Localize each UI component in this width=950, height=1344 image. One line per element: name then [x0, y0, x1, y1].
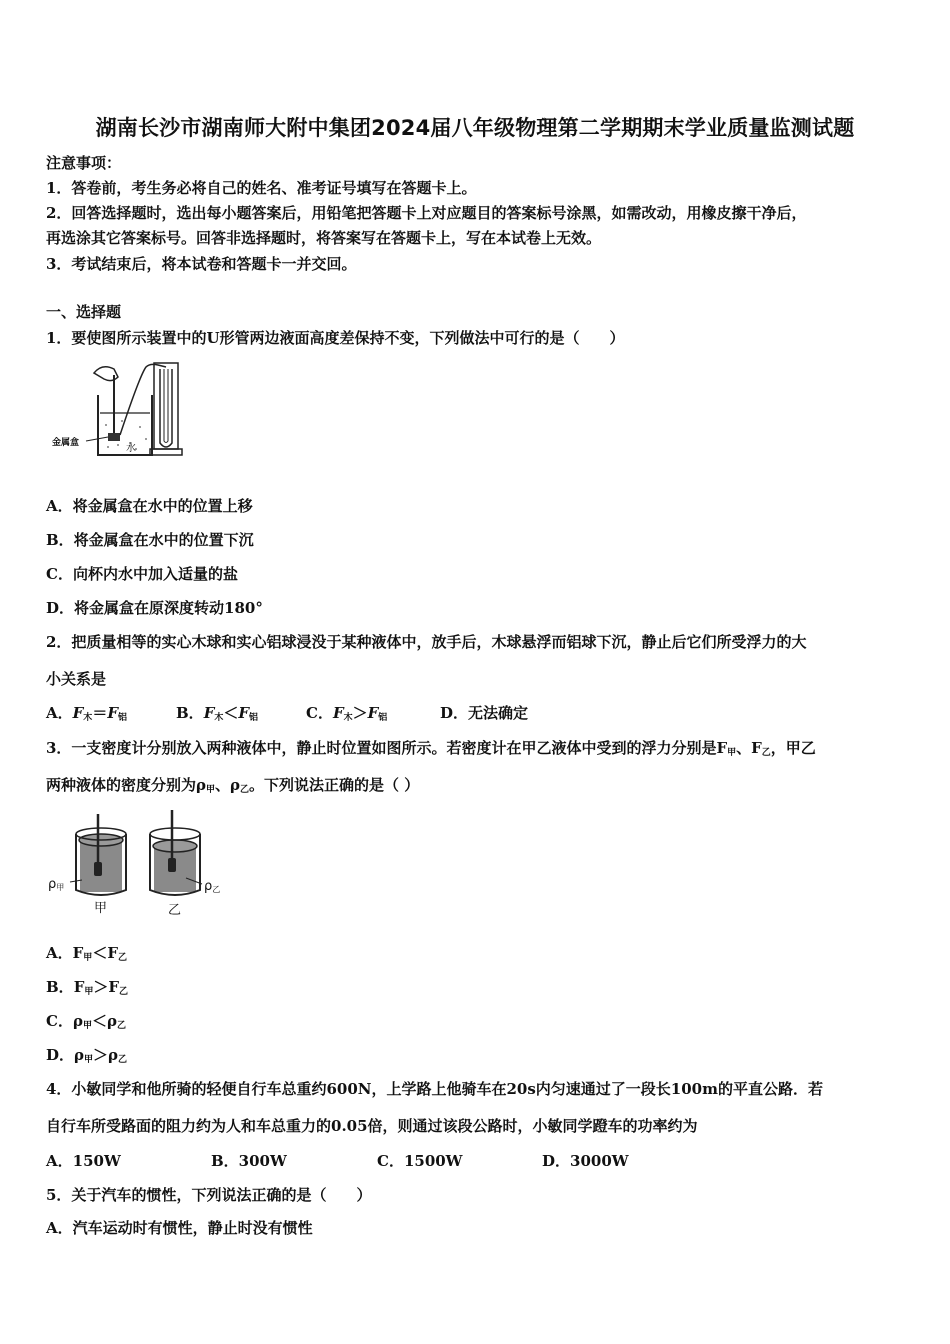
q2-stem-line2: 小关系是	[46, 670, 107, 688]
section-heading: 一、选择题	[46, 303, 122, 321]
notice-item-2-cont: 再选涂其它答案标号。回答非选择题时，将答案写在答题卡上，写在本试卷上无效。	[46, 229, 602, 247]
q3-option-a: A．$F_甲<F_乙$	[46, 944, 127, 963]
u-tube	[160, 369, 172, 447]
q3-stem-line2: 两种液体的密度分别为$\rho_甲$、$\rho_乙$。下列说法正确的是（ ）	[46, 776, 420, 795]
q3-option-d: D．$\rho_甲>\rho_乙$	[46, 1046, 128, 1065]
q2-option-d: D．无法确定	[440, 704, 529, 722]
notice-heading: 注意事项：	[46, 154, 122, 172]
q3-option-b: B．$F_甲>F_乙$	[46, 978, 129, 997]
q4-option-c: C．1500W	[377, 1152, 463, 1170]
u-tube-base	[150, 449, 182, 455]
beaker-yi	[150, 810, 202, 895]
q3-option-c: C．$\rho_甲<\rho_乙$	[46, 1012, 126, 1031]
q2-option-c: C．$F_木>F_铝$	[306, 704, 388, 723]
q5-stem: 5．关于汽车的惯性，下列说法正确的是（ ）	[46, 1186, 372, 1204]
q1-option-b: B．将金属盒在水中的位置下沉	[46, 531, 254, 549]
q1-option-d: D．将金属盒在原深度转动180°	[46, 599, 263, 617]
beaker-jia	[70, 814, 126, 895]
q1-option-a: A．将金属盒在水中的位置上移	[46, 497, 253, 515]
q1-stem: 1．要使图所示装置中的U形管两边液面高度差保持不变，下列做法中可行的是（ ）	[46, 329, 625, 347]
q3-stem-line1: 3．一支密度计分别放入两种液体中，静止时位置如图所示。若密度计在甲乙液体中受到的浮力分别是$F_甲$、$F_乙$，甲乙	[46, 739, 816, 758]
label-yi: 乙	[168, 903, 182, 918]
q3-figure-hydrometers	[46, 810, 226, 920]
page-title: 湖南长沙市湖南师大附中集团2024届八年级物理第二学期期末学业质量监测试题	[95, 116, 855, 140]
u-tube-board	[154, 363, 178, 449]
q2-stem-line1: 2．把质量相等的实心木球和实心铝球浸没于某种液体中，放手后，木球悬浮而铝球下沉，静止后它们所受浮力的大	[46, 633, 807, 651]
notice-item-3: 3．考试结束后，将本试卷和答题卡一并交回。	[46, 255, 357, 273]
label-water: 水	[126, 443, 136, 454]
q4-option-b: B．300W	[211, 1152, 287, 1170]
q4-option-a: A．150W	[46, 1152, 121, 1170]
metal-box	[108, 433, 120, 441]
q4-stem-line2: 自行车所受路面的阻力约为人和车总重力的0.05倍，则通过该段公路时，小敏同学蹬车的功率约为	[46, 1117, 698, 1135]
label-metal-box: 金属盒	[52, 438, 80, 448]
label-jia: 甲	[94, 901, 108, 916]
q1-figure-u-tube	[50, 355, 190, 465]
q5-option-a: A．汽车运动时有惯性，静止时没有惯性	[46, 1219, 313, 1237]
q2-option-a: A．$F_木=F_铝$	[46, 704, 127, 723]
notice-item-2: 2．回答选择题时，选出每小题答案后，用铅笔把答题卡上对应题目的答案标号涂黑，如需改动，用橡皮擦干净后，	[46, 204, 807, 222]
notice-item-1: 1．答卷前，考生务必将自己的姓名、准考证号填写在答题卡上。	[46, 179, 477, 197]
q2-option-b: B．$F_木<F_铝$	[176, 704, 259, 723]
q4-stem-line1: 4．小敏同学和他所骑的轻便自行车总重约600N，上学路上他骑车在20s内匀速通过了一段长100m的平直公路．若	[46, 1080, 823, 1098]
q1-option-c: C．向杯内水中加入适量的盐	[46, 565, 238, 583]
rubber-tube	[120, 364, 166, 435]
label-rho-jia: ρ甲	[48, 877, 65, 892]
label-rho-yi: ρ乙	[204, 879, 221, 894]
q4-option-d: D．3000W	[542, 1152, 629, 1170]
